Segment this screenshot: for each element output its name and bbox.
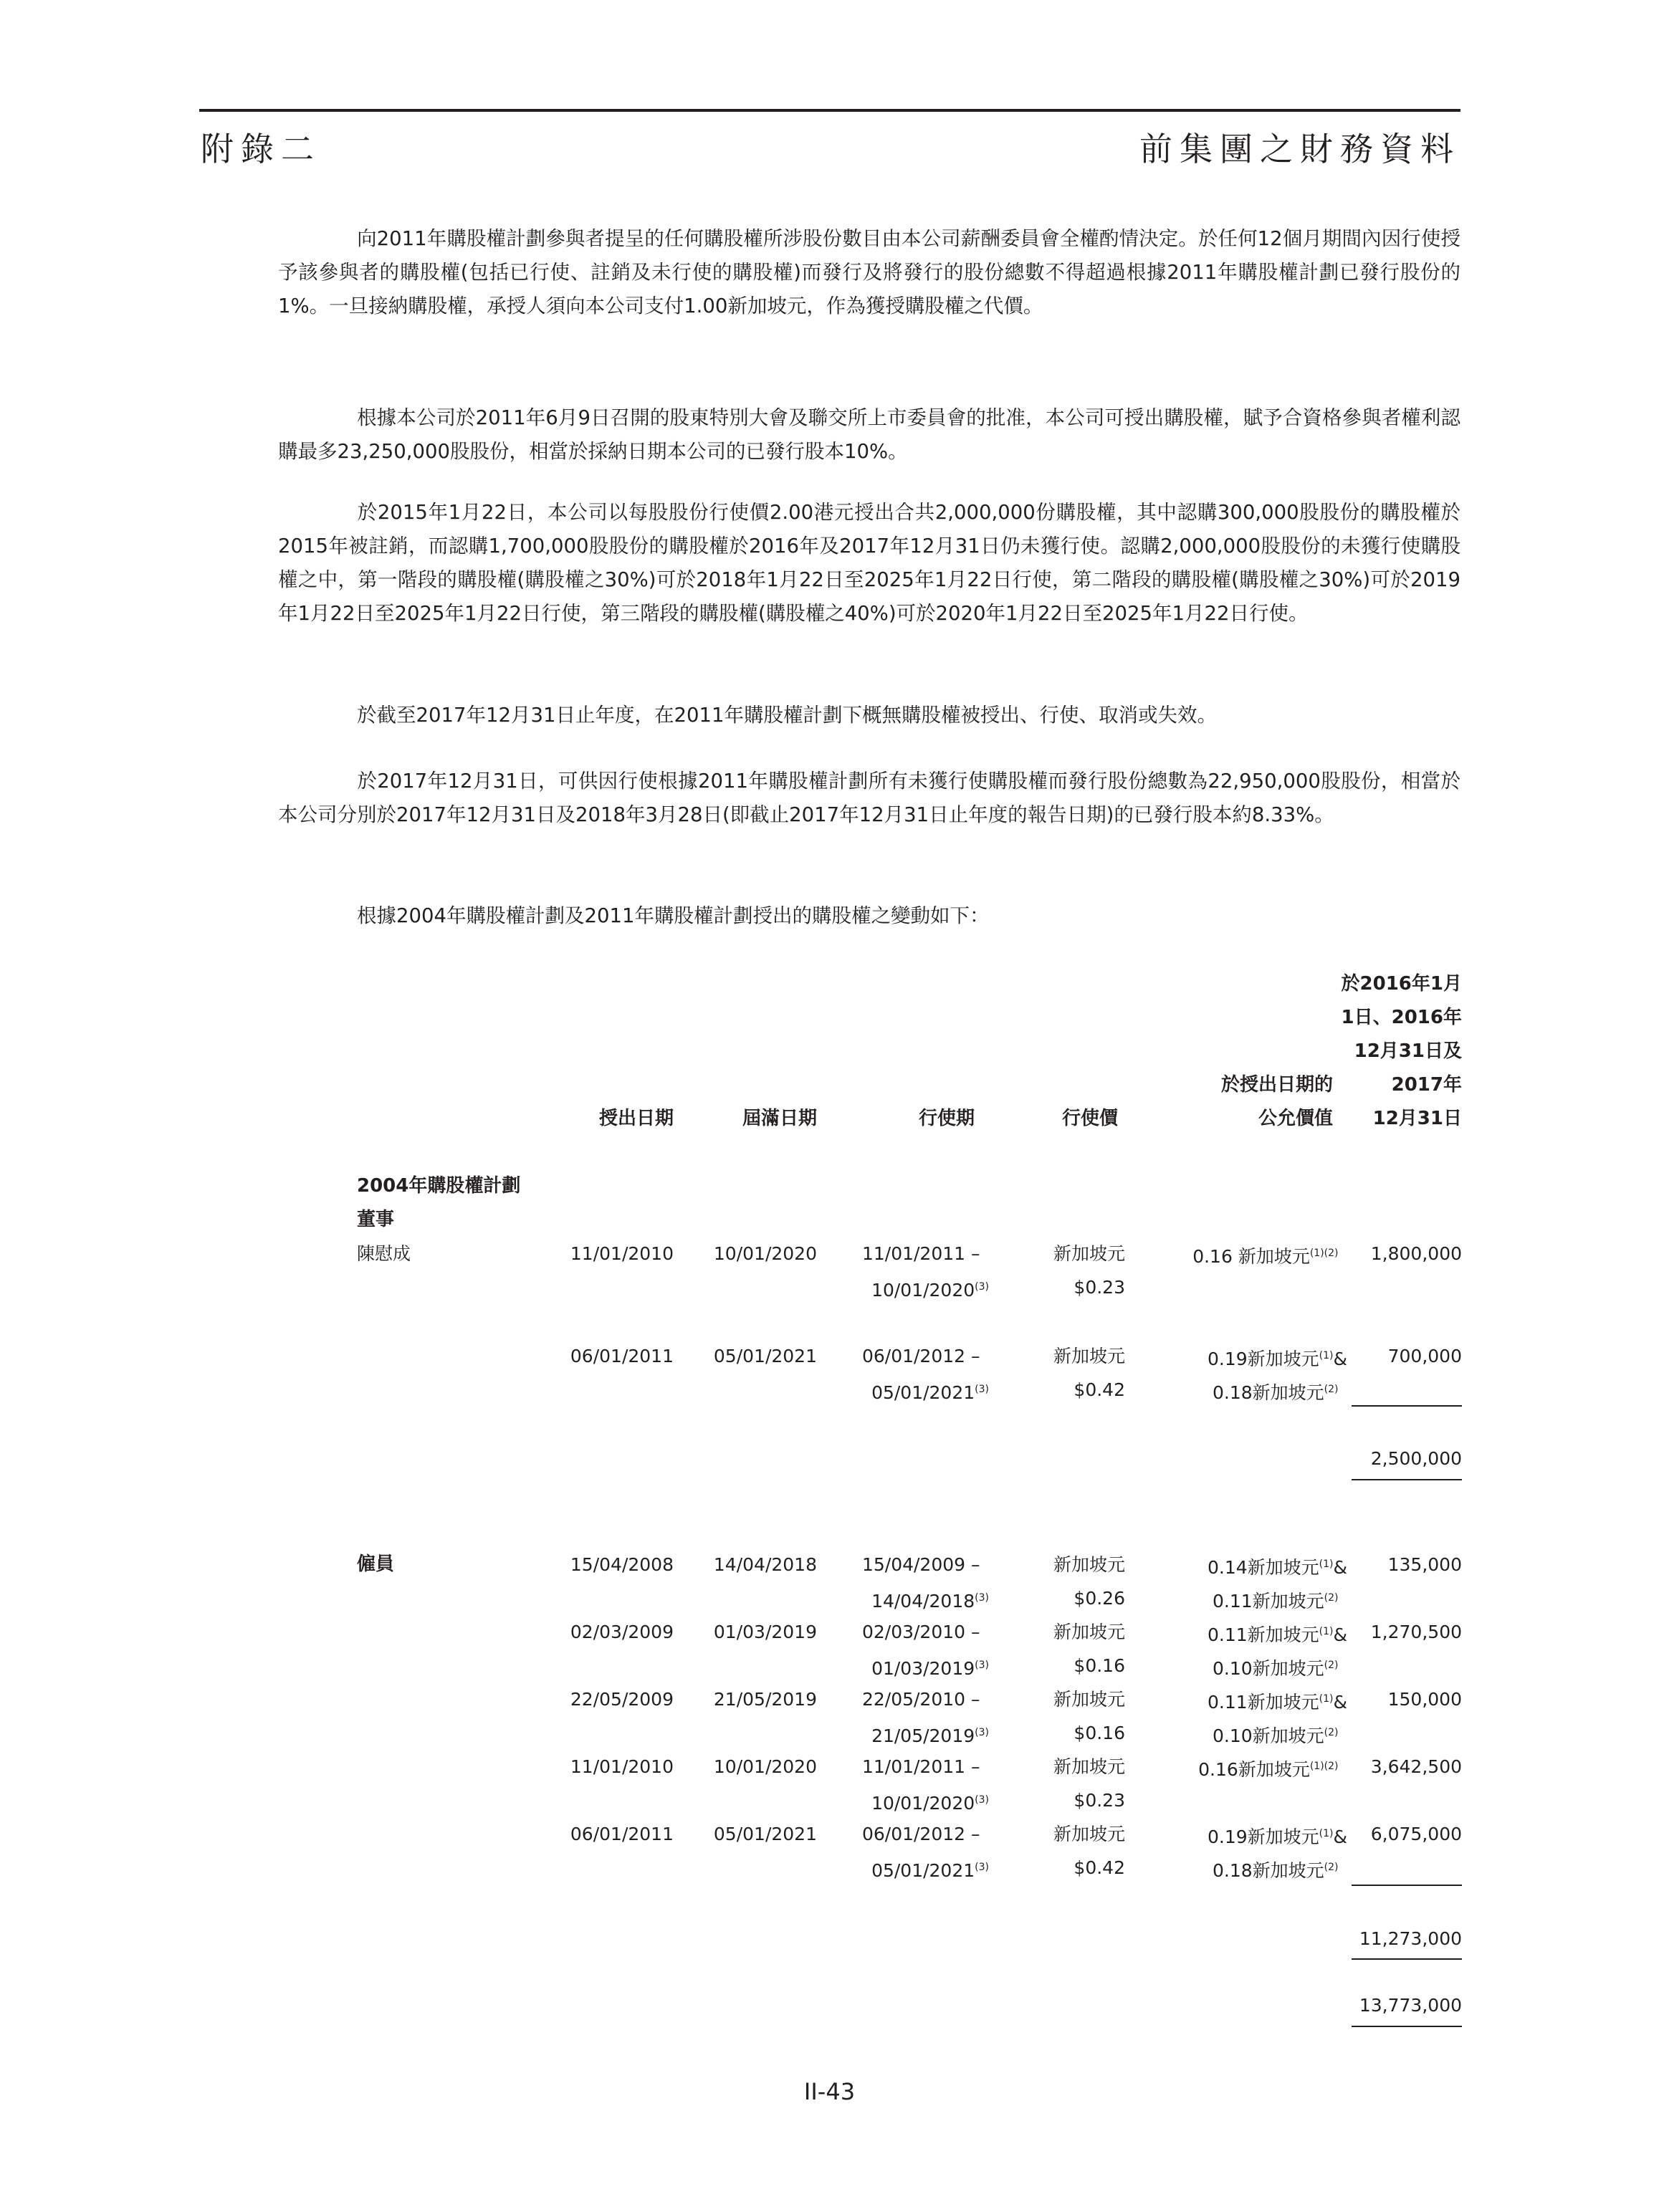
fair-value-2-footnote: (2): [1324, 1862, 1339, 1873]
fair-value-1: 0.11新加坡元: [1207, 1692, 1319, 1713]
fair-value-2-footnote: (2): [1324, 1592, 1339, 1604]
period-start-date: 06/01/2012: [861, 1346, 966, 1366]
grant-date-cell: 02/03/2009: [570, 1622, 674, 1642]
fair-value-line-1: [1132, 1750, 1347, 1786]
grant-date-cell: 22/05/2009: [570, 1689, 674, 1710]
price-value: $0.23: [1074, 1790, 1125, 1811]
grant-date-cell: 15/04/2008: [570, 1554, 674, 1575]
expiry-date-cell: 01/03/2019: [713, 1622, 817, 1642]
price-currency: 新加坡元: [1053, 1689, 1125, 1710]
fair-value-1-footnote: (1)(2): [1309, 1761, 1339, 1772]
subtotal-bottom-rule: [1352, 1958, 1462, 1960]
period-dash: –: [971, 1756, 980, 1777]
subtotal-value: 11,273,000: [1359, 1928, 1462, 1949]
fair-value-line-1: [1132, 1339, 1347, 1376]
grant-date-cell: 11/01/2010: [570, 1756, 674, 1777]
balance-cell: 1,270,500: [1370, 1622, 1462, 1642]
fair-value-1: 0.16 新加坡元: [1192, 1246, 1310, 1267]
expiry-date-cell: 10/01/2020: [713, 1756, 817, 1777]
price-currency: 新加坡元: [1053, 1554, 1125, 1575]
footnote-3: (3): [975, 1862, 989, 1873]
exercise-period-start: [831, 1615, 989, 1649]
fair-value-1: 0.19新加坡元: [1207, 1349, 1319, 1369]
fair-value-1-footnote: (1)(2): [1309, 1248, 1339, 1259]
exercise-period-start: [831, 1548, 989, 1581]
fair-value-1: 0.19新加坡元: [1207, 1826, 1319, 1847]
period-end-date: 10/01/2020: [871, 1793, 975, 1814]
fair-value-amp: &: [1333, 1692, 1347, 1713]
exercise-period-end: [831, 1581, 989, 1618]
balance-cell: 1,800,000: [1370, 1243, 1462, 1264]
paragraph-5: 於2017年12月31日，可供因行使根據2011年購股權計劃所有未獲行使購股權而發行股份總數為22,950,000股股份，相當於本公司分別於2017年12月31日及2018年3月28日(即截止2017年12月31日止年度的報告日期)的已發行股本約8.33%。: [278, 770, 1460, 826]
header-fair-value-2: 公允價值: [1258, 1108, 1333, 1129]
page-header: [199, 109, 1460, 176]
expiry-date-cell: 05/01/2021: [713, 1824, 817, 1844]
period-start-date: 22/05/2010: [861, 1689, 966, 1710]
price-currency: 新加坡元: [1053, 1622, 1125, 1642]
exercise-period-end: [831, 1270, 989, 1307]
exercise-period-start: [831, 1682, 989, 1716]
header-balance-5: 12月31日: [1372, 1108, 1462, 1129]
expiry-date-cell: 14/04/2018: [713, 1554, 817, 1575]
price-value: $0.16: [1074, 1655, 1125, 1676]
balance-cell: 6,075,000: [1370, 1824, 1462, 1844]
header-balance-4: 2017年: [1391, 1074, 1462, 1096]
exercise-period-end: [831, 1373, 989, 1409]
fair-value-line-1: [1132, 1682, 1347, 1719]
paragraph-1: 向2011年購股權計劃參與者提呈的任何購股權所涉股份數目由本公司薪酬委員會全權酌情決定。於任何12個月期間內因行使授予該參與者的購股權(包括已行使、註銷及未行使的購股權)而發行及將發行的股份總數不得超過根據2011年購股權計劃已發行股份的1%。一旦接納購股權，承授人須向本公司支付1.00新加坡元，作為獲授購股權之代價。: [278, 227, 1460, 317]
header-balance-1: 於2016年1月: [1341, 973, 1462, 995]
fair-value-line-2: [1132, 1373, 1347, 1409]
exercise-period-end: [831, 1851, 989, 1887]
fair-value-1-footnote: (1): [1319, 1828, 1334, 1839]
exercise-period-start: [831, 1339, 989, 1373]
fair-value-2: 0.11新加坡元: [1212, 1591, 1324, 1612]
period-start-date: 06/01/2012: [861, 1824, 966, 1844]
price-currency: 新加坡元: [1053, 1346, 1125, 1366]
scheme-title: 2004年購股權計劃: [357, 1175, 521, 1197]
subtotal-bottom-rule: [1352, 2026, 1462, 2027]
balance-cell: 700,000: [1387, 1346, 1462, 1366]
fair-value-1: 0.14新加坡元: [1207, 1557, 1319, 1578]
expiry-date-cell: 21/05/2019: [713, 1689, 817, 1710]
fair-value-2-footnote: (2): [1324, 1660, 1339, 1671]
balance-cell: 150,000: [1387, 1689, 1462, 1710]
fair-value-1-footnote: (1): [1319, 1559, 1334, 1570]
exercise-period-end: [831, 1716, 989, 1753]
period-start-date: 02/03/2010: [861, 1622, 966, 1642]
period-end-date: 05/01/2021: [871, 1382, 975, 1403]
balance-cell: 3,642,500: [1370, 1756, 1462, 1777]
subtotal-top-rule: [1352, 1885, 1462, 1886]
fair-value-amp: &: [1333, 1557, 1347, 1578]
header-expiry-date: 屆滿日期: [742, 1108, 817, 1129]
fair-value-1-footnote: (1): [1319, 1350, 1334, 1361]
footnote-3: (3): [975, 1592, 989, 1604]
fair-value-line-1: [1132, 1615, 1347, 1652]
fair-value-1-footnote: (1): [1319, 1693, 1334, 1705]
period-start-date: 11/01/2011: [861, 1243, 966, 1264]
expiry-date-cell: 10/01/2020: [713, 1243, 817, 1264]
period-dash: –: [971, 1346, 980, 1366]
fair-value-line-2: [1132, 1716, 1347, 1753]
fair-value-amp: &: [1333, 1349, 1347, 1369]
period-end-date: 01/03/2019: [871, 1658, 975, 1679]
subtotal-value: 2,500,000: [1370, 1448, 1462, 1469]
fair-value-line-2: [1132, 1649, 1347, 1685]
fair-value-amp: &: [1333, 1826, 1347, 1847]
balance-cell: 135,000: [1387, 1554, 1462, 1575]
price-currency: 新加坡元: [1053, 1824, 1125, 1844]
fair-value-line-1: [1132, 1817, 1347, 1854]
paragraph-6: 根據2004年購股權計劃及2011年購股權計劃授出的購股權之變動如下：: [357, 904, 990, 927]
fair-value-line-1: [1132, 1237, 1347, 1273]
section-title: 前集團之財務資料: [1139, 130, 1460, 168]
period-start-date: 11/01/2011: [861, 1756, 966, 1777]
price-value: $0.26: [1074, 1588, 1125, 1609]
footnote-3: (3): [975, 1727, 989, 1738]
period-dash: –: [971, 1824, 980, 1844]
fair-value-line-2: [1132, 1581, 1347, 1618]
grant-date-cell: 11/01/2010: [570, 1243, 674, 1264]
fair-value-2: 0.10新加坡元: [1212, 1725, 1324, 1746]
fair-value-2: 0.10新加坡元: [1212, 1658, 1324, 1679]
fair-value-2: 0.18新加坡元: [1212, 1382, 1324, 1403]
appendix-label: 附錄二: [201, 130, 321, 168]
price-value: $0.23: [1074, 1277, 1125, 1298]
footnote-3: (3): [975, 1384, 989, 1395]
fair-value-1: 0.11新加坡元: [1207, 1624, 1319, 1645]
header-exercise-period: 行使期: [918, 1108, 975, 1129]
expiry-date-cell: 05/01/2021: [713, 1346, 817, 1366]
period-start-date: 15/04/2009: [861, 1554, 966, 1575]
paragraph-3: 於2015年1月22日，本公司以每股股份行使價2.00港元授出合共2,000,000份購股權，其中認購300,000股股份的購股權於2015年被註銷，而認購1,700,000股股份的購股權於2016年及2017年12月31日仍未獲行使。認購2,000,000股股份的未獲行使購股權之中，第一階段的購股權(購股權之30%)可於2018年1月22日至2025年1月22日行使，第二階段的購股權(購股權之30%)可於2019年1月22日至2025年1月22日行使，第三階段的購股權(購股權之40%)可於2020年1月22日至2025年1月22日行使。: [278, 501, 1460, 625]
grant-date-cell: 06/01/2011: [570, 1824, 674, 1844]
period-dash: –: [971, 1689, 980, 1710]
header-balance-3: 12月31日及: [1354, 1040, 1462, 1062]
price-currency: 新加坡元: [1053, 1243, 1125, 1264]
period-end-date: 05/01/2021: [871, 1860, 975, 1881]
employees-label: 僱員: [357, 1553, 395, 1575]
fair-value-2-footnote: (2): [1324, 1727, 1339, 1738]
period-end-date: 21/05/2019: [871, 1725, 975, 1746]
fair-value-line-2: [1132, 1851, 1347, 1887]
directors-label: 董事: [357, 1209, 395, 1230]
subtotal-top-rule: [1352, 1405, 1462, 1407]
footnote-3: (3): [975, 1281, 989, 1293]
paragraph-4: 於截至2017年12月31日止年度，在2011年購股權計劃下概無購股權被授出、行使、取消或失效。: [357, 704, 1217, 727]
period-end-date: 10/01/2020: [871, 1280, 975, 1301]
subtotal-bottom-rule: [1352, 1479, 1462, 1480]
price-value: $0.16: [1074, 1723, 1125, 1743]
price-value: $0.42: [1074, 1379, 1125, 1400]
director-name: 陳慰成: [357, 1243, 411, 1264]
grant-date-cell: 06/01/2011: [570, 1346, 674, 1366]
paragraph-2: 根據本公司於2011年6月9日召開的股東特別大會及聯交所上市委員會的批准，本公司可授出購股權，賦予合資格參與者權利認購最多23,250,000股股份，相當於採納日期本公司的已發行股本10%。: [278, 406, 1460, 463]
header-fair-value-1: 於授出日期的: [1220, 1074, 1333, 1096]
header-exercise-price: 行使價: [1061, 1108, 1118, 1129]
exercise-period-end: [831, 1649, 989, 1685]
price-currency: 新加坡元: [1053, 1756, 1125, 1777]
exercise-period-start: [831, 1237, 989, 1270]
exercise-period-start: [831, 1817, 989, 1851]
period-end-date: 14/04/2018: [871, 1591, 975, 1612]
exercise-period-end: [831, 1784, 989, 1820]
fair-value-2-footnote: (2): [1324, 1384, 1339, 1395]
subtotal-value: 13,773,000: [1359, 1995, 1462, 2016]
fair-value-1-footnote: (1): [1319, 1626, 1334, 1637]
fair-value-line-1: [1132, 1548, 1347, 1584]
period-dash: –: [971, 1554, 980, 1575]
footnote-3: (3): [975, 1794, 989, 1806]
fair-value-1: 0.16新加坡元: [1198, 1759, 1310, 1780]
exercise-period-start: [831, 1750, 989, 1784]
fair-value-amp: &: [1333, 1624, 1347, 1645]
period-dash: –: [971, 1622, 980, 1642]
header-balance-2: 1日、2016年: [1341, 1007, 1462, 1028]
page-number: II-43: [803, 2078, 856, 2105]
period-dash: –: [971, 1243, 980, 1264]
price-value: $0.42: [1074, 1857, 1125, 1878]
footnote-3: (3): [975, 1660, 989, 1671]
fair-value-2: 0.18新加坡元: [1212, 1860, 1324, 1881]
header-grant-date: 授出日期: [598, 1108, 674, 1129]
